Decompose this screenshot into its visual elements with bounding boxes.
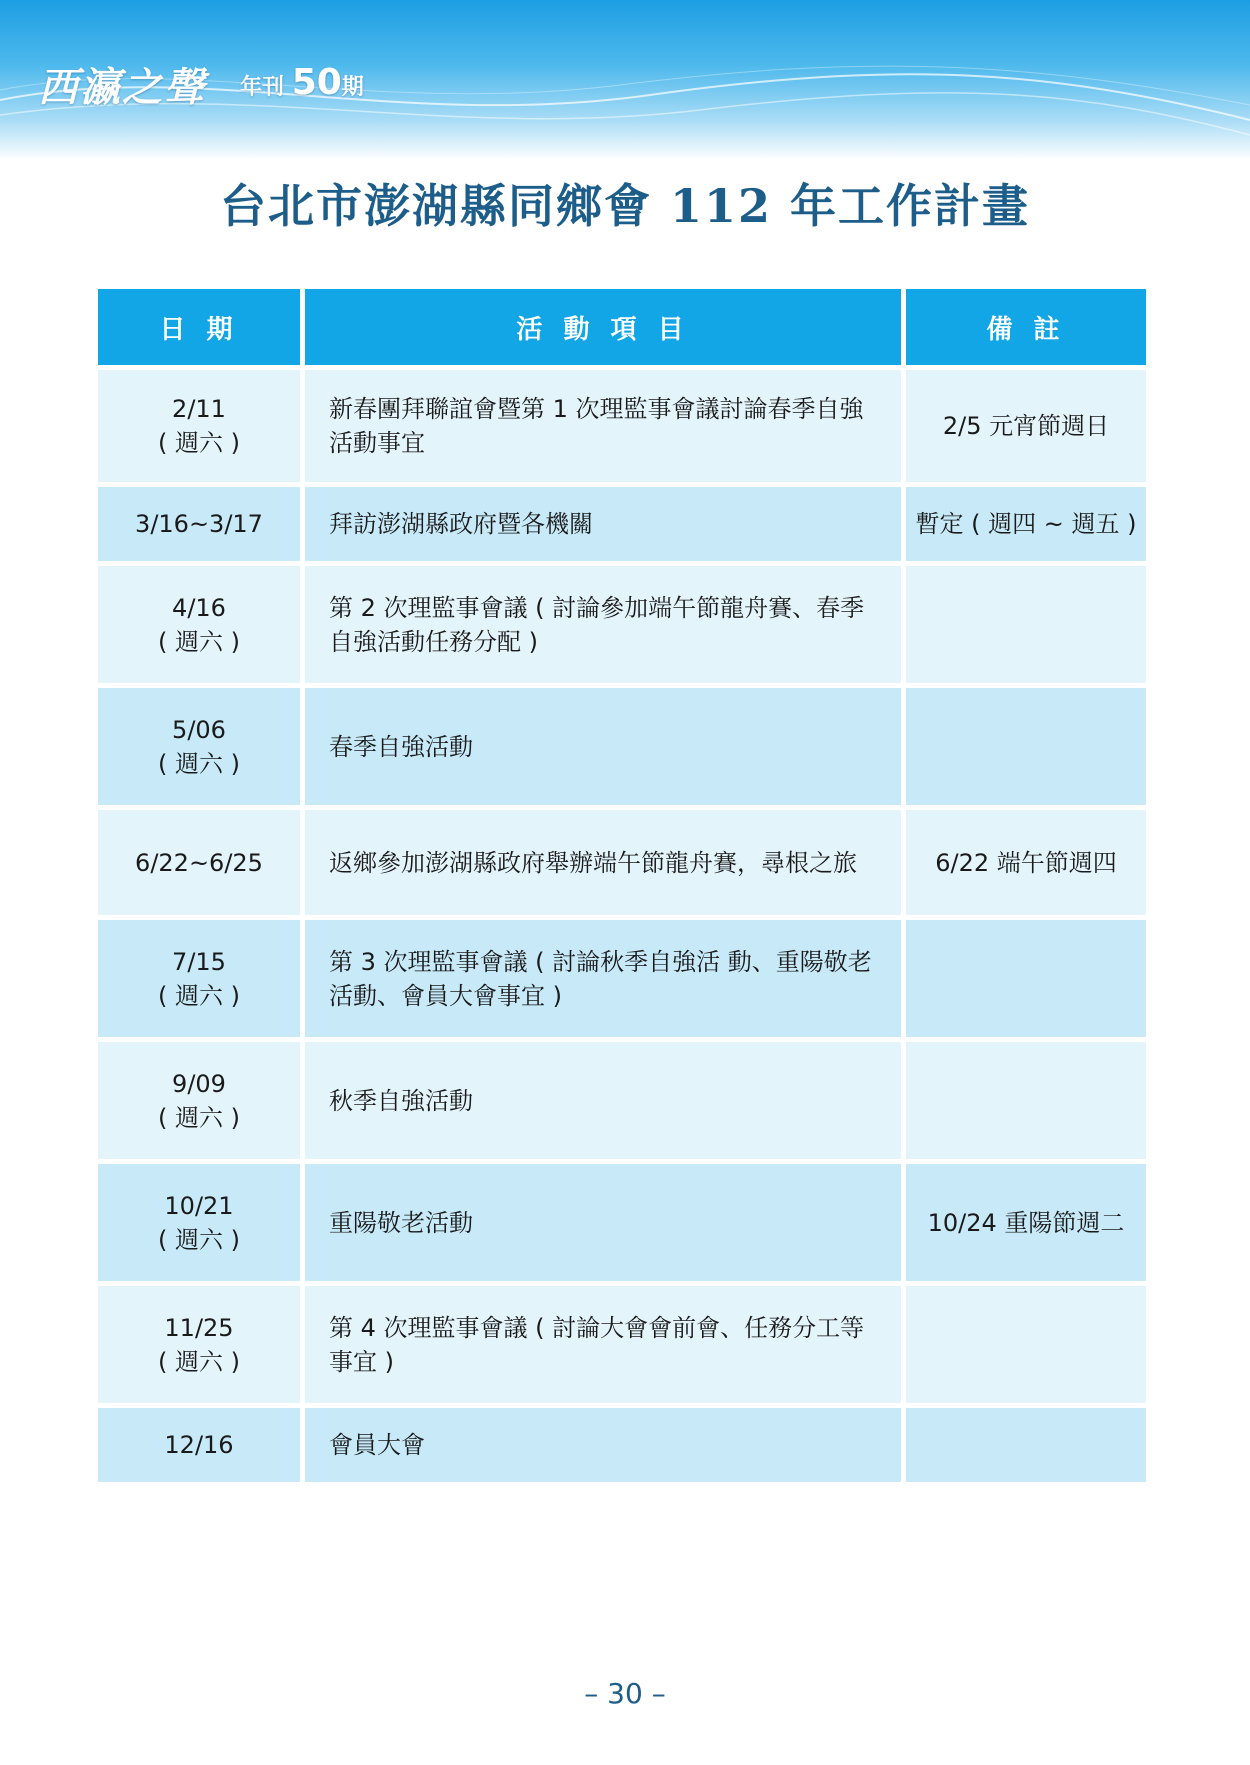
note-cell: [906, 920, 1146, 1037]
activity-cell: 第 2 次理監事會議 ( 討論參加端午節龍舟賽、春季自強活動任務分配 ): [305, 566, 901, 683]
date-cell: [98, 566, 300, 683]
date-cell: [98, 920, 300, 1037]
header-date: 日 期: [98, 289, 300, 365]
header-note: 備 註: [906, 289, 1146, 365]
issue-prefix: 年刊: [240, 75, 285, 100]
activity-cell: 秋季自強活動: [305, 1042, 901, 1159]
table-row: [98, 920, 1146, 1037]
table-row: [98, 1042, 1146, 1159]
table-row: [98, 487, 1146, 561]
table-row: [98, 1164, 1146, 1281]
date-text: 11/25: [164, 1313, 234, 1342]
date-text: 12/16: [164, 1431, 234, 1459]
weekday-text: ( 週六 ): [158, 429, 240, 457]
issue-number: 50: [291, 62, 342, 103]
date-text: 5/06: [172, 715, 226, 744]
date-text: 4/16: [172, 593, 226, 622]
activity-cell: 會員大會: [305, 1408, 901, 1482]
note-cell: [906, 566, 1146, 683]
weekday-text: ( 週六 ): [158, 1225, 240, 1254]
issue-label: [240, 62, 364, 103]
table-row: [98, 370, 1146, 482]
date-text: 3/16~3/17: [135, 510, 263, 538]
note-cell: 2/5 元宵節週日: [906, 370, 1146, 482]
date-text: 6/22~6/25: [135, 848, 263, 877]
table-row: [98, 688, 1146, 805]
work-plan-table: [93, 284, 1151, 1487]
issue-suffix: 期: [341, 75, 364, 100]
activity-cell: 返鄉參加澎湖縣政府舉辦端午節龍舟賽，尋根之旅: [305, 810, 901, 915]
date-text: 7/15: [172, 947, 226, 976]
magazine-brand: 西瀛之聲: [38, 64, 206, 111]
date-cell: [98, 688, 300, 805]
note-cell: [906, 1408, 1146, 1482]
activity-cell: 重陽敬老活動: [305, 1164, 901, 1281]
activity-cell: 春季自強活動: [305, 688, 901, 805]
note-cell: [906, 688, 1146, 805]
table-row: [98, 810, 1146, 915]
date-cell: [98, 1042, 300, 1159]
page-header-banner: [0, 0, 1250, 160]
table-row: [98, 566, 1146, 683]
page-title: 台北市澎湖縣同鄉會 112 年工作計畫: [219, 179, 1031, 233]
table-row: [98, 1286, 1146, 1403]
date-text: 2/11: [172, 395, 226, 423]
page-number: – 30 –: [584, 1677, 666, 1710]
table-row: [98, 1408, 1146, 1482]
table-header-row: [98, 289, 1146, 365]
note-cell: [906, 1042, 1146, 1159]
activity-cell: 拜訪澎湖縣政府暨各機關: [305, 487, 901, 561]
note-cell: [906, 1286, 1146, 1403]
note-cell: 10/24 重陽節週二: [906, 1164, 1146, 1281]
date-cell: [98, 810, 300, 915]
weekday-text: ( 週六 ): [158, 749, 240, 778]
date-text: 9/09: [172, 1069, 226, 1098]
date-cell: [98, 487, 300, 561]
date-text: 10/21: [164, 1191, 234, 1220]
weekday-text: ( 週六 ): [158, 1347, 240, 1376]
date-cell: [98, 1164, 300, 1281]
date-cell: [98, 370, 300, 482]
note-cell: 暫定 ( 週四 ~ 週五 ): [906, 487, 1146, 561]
weekday-text: ( 週六 ): [158, 627, 240, 656]
activity-cell: 第 3 次理監事會議 ( 討論秋季自強活 動、重陽敬老活動、會員大會事宜 ): [305, 920, 901, 1037]
date-cell: [98, 1408, 300, 1482]
activity-cell: 新春團拜聯誼會暨第 1 次理監事會議討論春季自強活動事宜: [305, 370, 901, 482]
note-cell: 6/22 端午節週四: [906, 810, 1146, 915]
date-cell: [98, 1286, 300, 1403]
weekday-text: ( 週六 ): [158, 1103, 240, 1132]
weekday-text: ( 週六 ): [158, 981, 240, 1010]
header-activity: 活 動 項 目: [305, 289, 901, 365]
activity-cell: 第 4 次理監事會議 ( 討論大會會前會、任務分工等事宜 ): [305, 1286, 901, 1403]
